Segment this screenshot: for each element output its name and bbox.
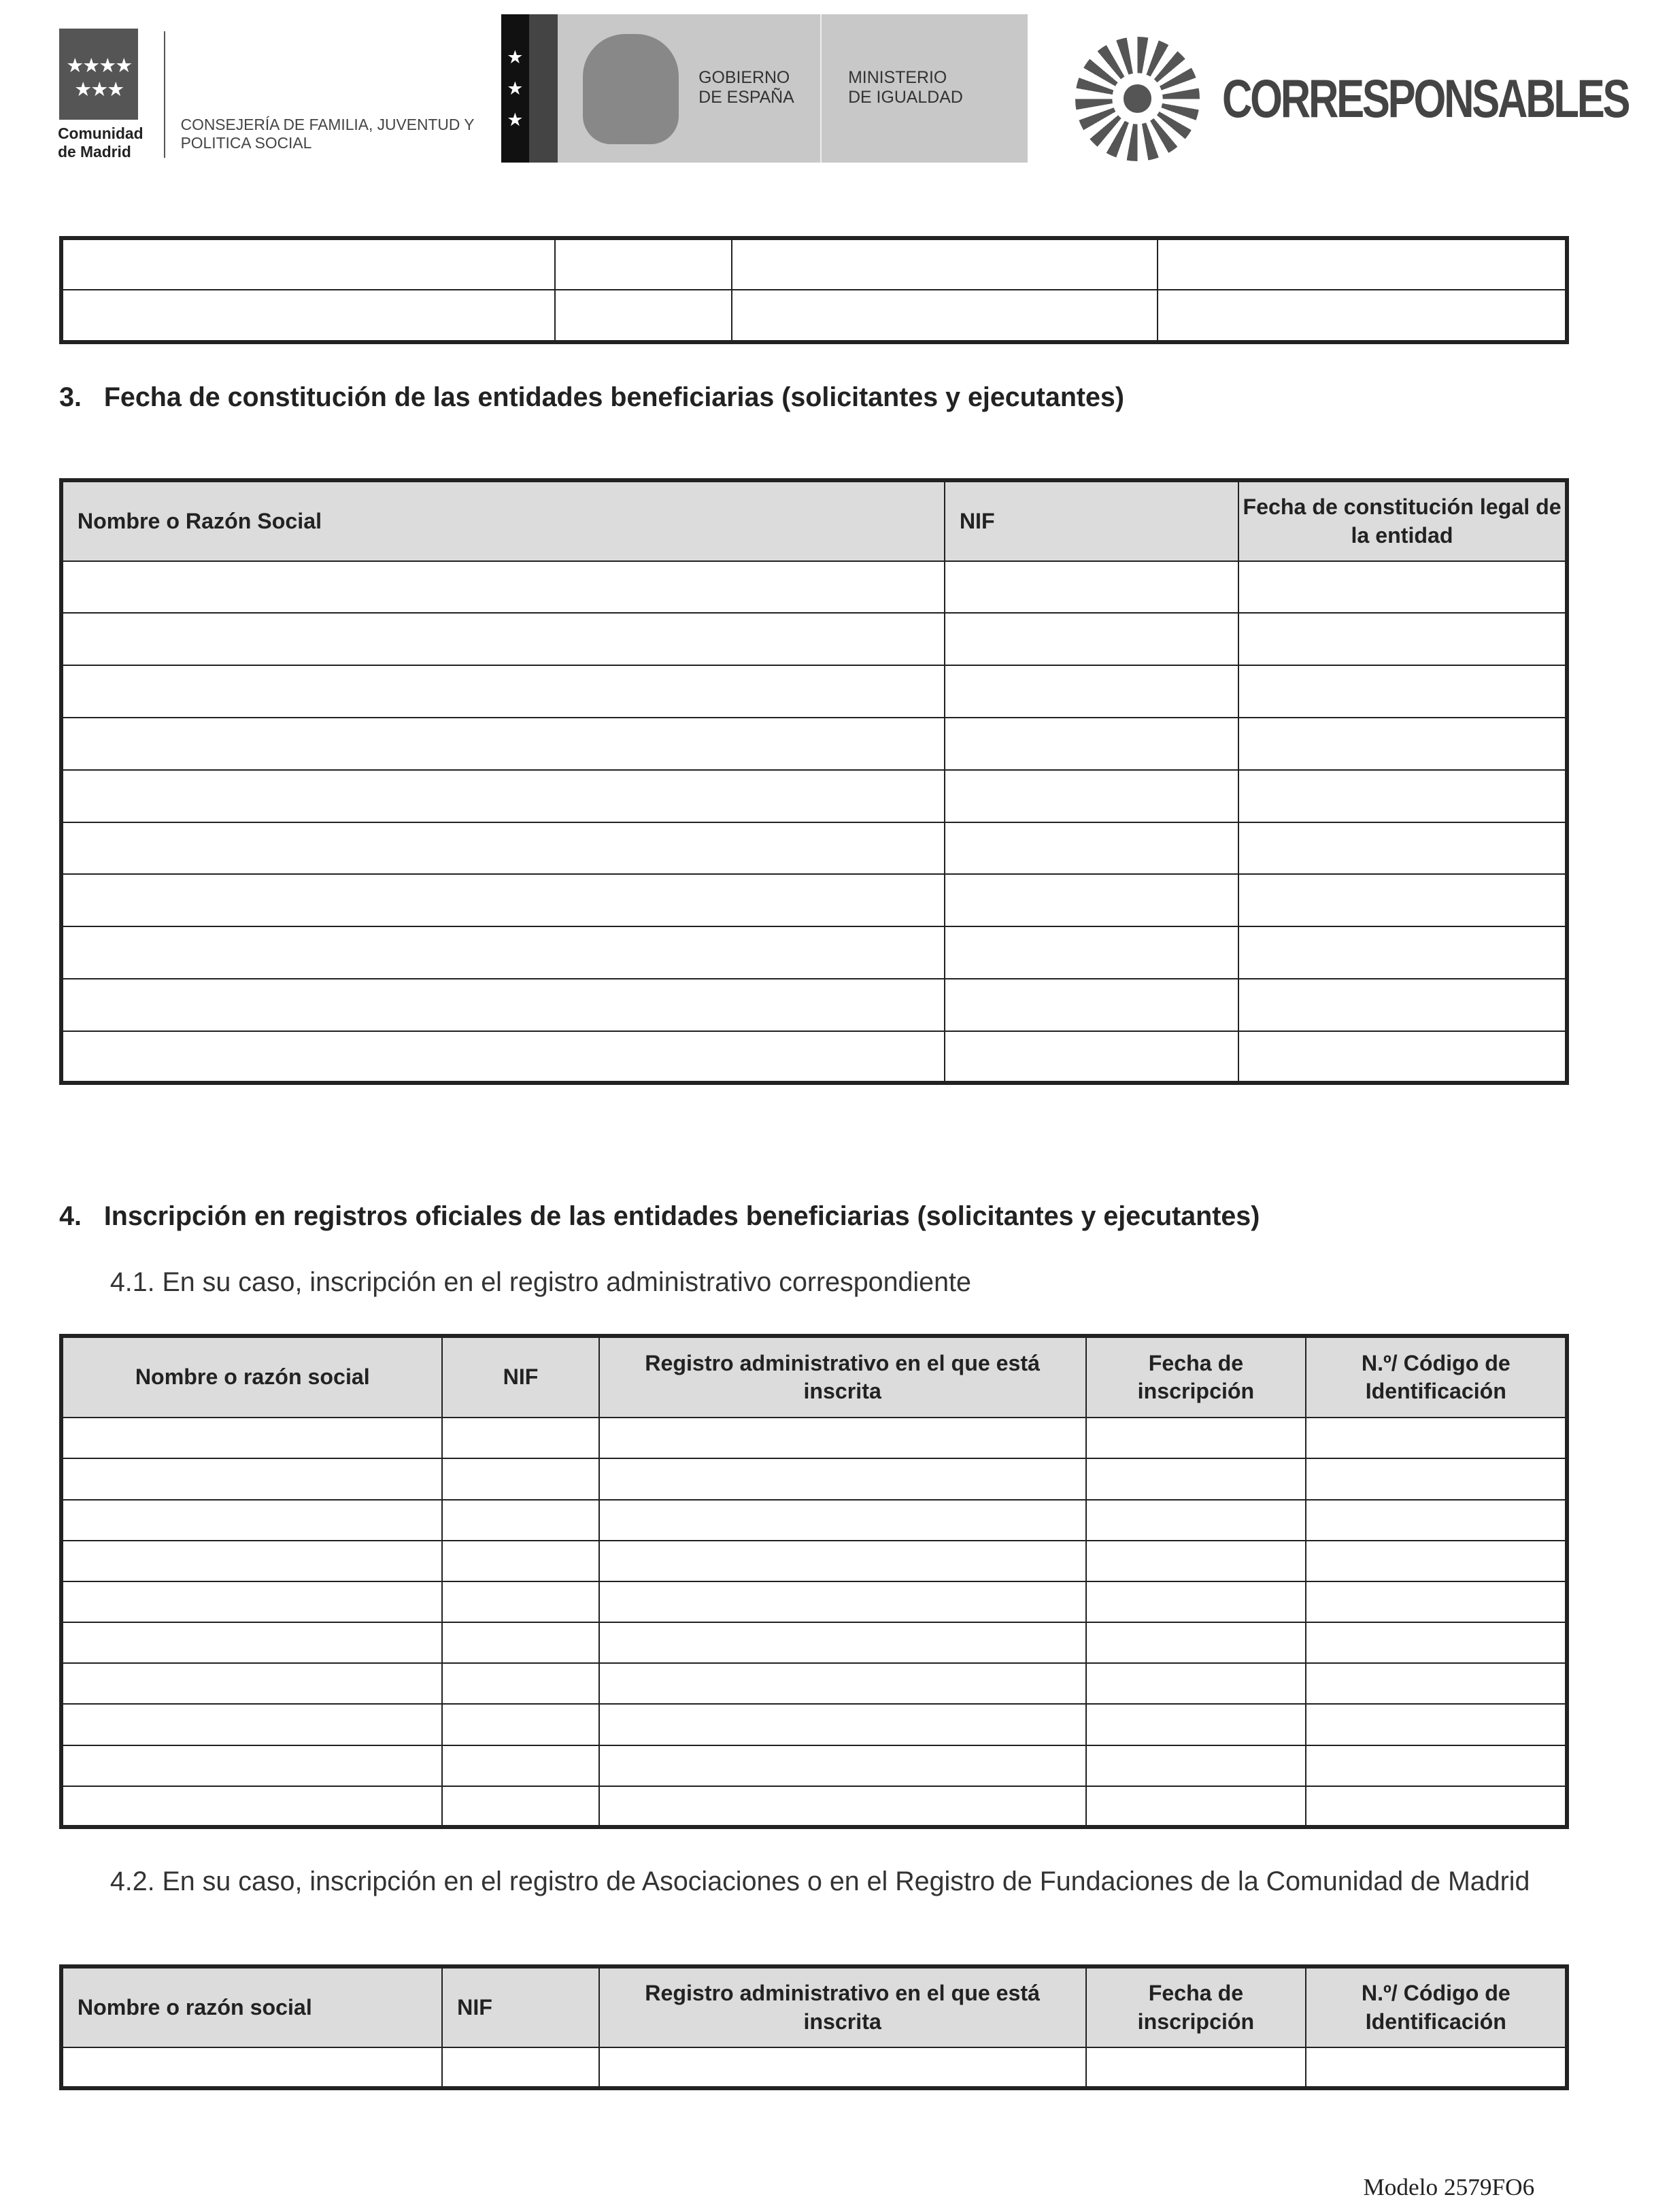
table-cell[interactable] — [1086, 1500, 1306, 1541]
table-row — [61, 1663, 1567, 1704]
col-header-name: Nombre o razón social — [61, 1966, 442, 2047]
col-header-registry: Registro administrativo en el que está inscrita — [599, 1336, 1086, 1418]
table-cell[interactable] — [1158, 238, 1567, 290]
admin-registry-table — [59, 1334, 1569, 1829]
table-cell[interactable] — [61, 770, 945, 822]
table-cell[interactable] — [1086, 1663, 1306, 1704]
table-cell[interactable] — [442, 1622, 598, 1663]
table-row — [61, 718, 1567, 770]
table-row — [61, 1031, 1567, 1084]
table-cell[interactable] — [1086, 1745, 1306, 1786]
table-cell[interactable] — [61, 979, 945, 1031]
table-cell[interactable] — [599, 1541, 1086, 1581]
section-4-2-title: 4.2. En su caso, inscripción en el registro de Asociaciones o en el Registro de Fundaciones de la Comunidad de Madrid — [109, 1866, 1530, 1897]
table-cell[interactable] — [1238, 979, 1568, 1031]
table-cell[interactable] — [61, 1458, 442, 1499]
col-header-name: Nombre o razón social — [61, 1336, 442, 1418]
table-cell[interactable] — [1306, 1458, 1567, 1499]
table-cell[interactable] — [442, 1704, 598, 1745]
gobierno-logo — [501, 14, 1028, 163]
table-cell[interactable] — [61, 926, 945, 979]
table-row — [61, 874, 1567, 926]
table-cell[interactable] — [1306, 2047, 1567, 2088]
table-cell[interactable] — [732, 238, 1158, 290]
table-row — [61, 1745, 1567, 1786]
table-row — [61, 926, 1567, 979]
flag-stars-icon: ★ ★ ★ — [501, 14, 530, 163]
table-cell[interactable] — [61, 1663, 442, 1704]
table-cell[interactable] — [442, 1418, 598, 1458]
table-cell[interactable] — [61, 718, 945, 770]
table-cell[interactable] — [61, 1704, 442, 1745]
section-4-title: 4. Inscripción en registros oficiales de las entidades beneficiarias (solicitantes y ejecutantes) — [59, 1201, 1260, 1231]
table-cell[interactable] — [945, 979, 1238, 1031]
table-cell[interactable] — [442, 1786, 598, 1827]
table-cell[interactable] — [61, 290, 555, 342]
col-header-nif: NIF — [442, 1336, 598, 1418]
table-cell[interactable] — [1306, 1418, 1567, 1458]
table-cell[interactable] — [442, 1500, 598, 1541]
table-cell[interactable] — [945, 926, 1238, 979]
table-cell[interactable] — [555, 238, 731, 290]
table-cell[interactable] — [599, 1663, 1086, 1704]
table-cell[interactable] — [1238, 718, 1568, 770]
gobierno-line2: DE ESPAÑA — [698, 87, 794, 107]
col-header-constitution-date: Fecha de constitución legal de la entidad — [1238, 480, 1568, 560]
table-cell[interactable] — [1238, 926, 1568, 979]
table-cell[interactable] — [1238, 561, 1568, 614]
table-cell[interactable] — [1086, 1622, 1306, 1663]
col-header-date: Fecha de inscripción — [1086, 1336, 1306, 1418]
table-cell[interactable] — [61, 665, 945, 718]
table-row — [61, 822, 1567, 875]
table-cell[interactable] — [1158, 290, 1567, 342]
table-cell[interactable] — [1086, 1704, 1306, 1745]
table-cell[interactable] — [61, 1581, 442, 1622]
table-cell[interactable] — [945, 770, 1238, 822]
table-row — [61, 1541, 1567, 1581]
table-cell[interactable] — [945, 613, 1238, 665]
table-cell[interactable] — [1306, 1745, 1567, 1786]
table-cell[interactable] — [61, 1541, 442, 1581]
footer-model-code: Modelo 2579FO6 — [1363, 2173, 1535, 2200]
table-cell[interactable] — [599, 1704, 1086, 1745]
table-row — [61, 561, 1567, 614]
table-cell[interactable] — [1306, 1500, 1567, 1541]
table-cell[interactable] — [1238, 613, 1568, 665]
table-cell[interactable] — [442, 1458, 598, 1499]
table-row — [61, 2047, 1567, 2088]
table-cell[interactable] — [599, 1622, 1086, 1663]
table-row — [61, 1704, 1567, 1745]
table-cell[interactable] — [61, 2047, 442, 2088]
table-cell[interactable] — [442, 1663, 598, 1704]
col-header-nif: NIF — [442, 1966, 598, 2047]
table-cell[interactable] — [61, 1418, 442, 1458]
table-cell[interactable] — [599, 1745, 1086, 1786]
consejeria-line2: POLITICA SOCIAL — [180, 134, 312, 152]
table-cell[interactable] — [1306, 1622, 1567, 1663]
corresponsables-emblem-icon — [1075, 37, 1200, 161]
table-row — [61, 1458, 1567, 1499]
section-4-1-title: 4.1. En su caso, inscripción en el registro administrativo correspondiente — [109, 1267, 971, 1298]
table-cell[interactable] — [61, 822, 945, 875]
table-cell[interactable] — [599, 2047, 1086, 2088]
table-cell[interactable] — [1086, 1786, 1306, 1827]
ministerio-line2: DE IGUALDAD — [848, 87, 963, 107]
table-cell[interactable] — [1086, 2047, 1306, 2088]
table-cell[interactable] — [442, 1581, 598, 1622]
corresponsables-wordmark: CORRESPONSABLES — [1221, 68, 1629, 129]
table-cell[interactable] — [61, 1031, 945, 1084]
table-row — [61, 613, 1567, 665]
table-cell[interactable] — [1306, 1581, 1567, 1622]
table-cell[interactable] — [945, 665, 1238, 718]
ministerio-line1: MINISTERIO — [848, 67, 947, 87]
table-cell[interactable] — [61, 1500, 442, 1541]
col-header-nif: NIF — [945, 480, 1238, 560]
table-row — [61, 770, 1567, 822]
madrid-logo-line2: de Madrid — [58, 142, 131, 161]
table-cell[interactable] — [61, 613, 945, 665]
associations-registry-table — [59, 1964, 1569, 2090]
table-cell[interactable] — [1086, 1458, 1306, 1499]
table-cell[interactable] — [1306, 1704, 1567, 1745]
table-row — [61, 1786, 1567, 1827]
table-row — [61, 290, 1567, 342]
table-cell[interactable] — [599, 1500, 1086, 1541]
table-cell[interactable] — [945, 874, 1238, 926]
table-row — [61, 238, 1567, 290]
table-cell[interactable] — [599, 1458, 1086, 1499]
table-cell[interactable] — [1238, 665, 1568, 718]
col-header-date: Fecha de inscripción — [1086, 1966, 1306, 2047]
madrid-logo: ★★★★ ★★★ — [59, 29, 138, 120]
table-cell[interactable] — [1238, 1031, 1568, 1084]
table-cell[interactable] — [1086, 1581, 1306, 1622]
table-cell[interactable] — [61, 1622, 442, 1663]
col-header-registry: Registro administrativo en el que está inscrita — [599, 1966, 1086, 2047]
table-cell[interactable] — [945, 1031, 1238, 1084]
table-row — [61, 1622, 1567, 1663]
madrid-logo-line1: Comunidad — [58, 124, 144, 142]
table-cell[interactable] — [442, 1541, 598, 1581]
table-row — [61, 1581, 1567, 1622]
table-cell[interactable] — [945, 561, 1238, 614]
table-cell[interactable] — [555, 290, 731, 342]
table-cell[interactable] — [599, 1581, 1086, 1622]
table-cell[interactable] — [1086, 1541, 1306, 1581]
table-cell[interactable] — [1306, 1541, 1567, 1581]
consejeria-line1: CONSEJERÍA DE FAMILIA, JUVENTUD Y — [180, 116, 475, 134]
col-header-code: N.º/ Código de Identificación — [1306, 1336, 1567, 1418]
table-cell[interactable] — [1306, 1663, 1567, 1704]
section-3-title: 3. Fecha de constitución de las entidades beneficiarias (solicitantes y ejecutantes) — [59, 382, 1124, 413]
table-row — [61, 1418, 1567, 1458]
table-cell[interactable] — [1238, 770, 1568, 822]
table-cell[interactable] — [442, 2047, 598, 2088]
logo-divider — [164, 31, 165, 158]
col-header-name: Nombre o Razón Social — [61, 480, 945, 560]
coat-of-arms-icon — [583, 34, 679, 144]
table-cell[interactable] — [599, 1786, 1086, 1827]
table-cell[interactable] — [1238, 822, 1568, 875]
continuation-table — [59, 236, 1569, 345]
table-cell[interactable] — [61, 1786, 442, 1827]
table-row — [61, 1500, 1567, 1541]
gobierno-line1: GOBIERNO — [698, 67, 790, 87]
col-header-code: N.º/ Código de Identificación — [1306, 1966, 1567, 2047]
table-cell[interactable] — [442, 1745, 598, 1786]
table-cell[interactable] — [1306, 1786, 1567, 1827]
table-cell[interactable] — [61, 874, 945, 926]
constitution-date-table — [59, 478, 1569, 1085]
table-row — [61, 979, 1567, 1031]
table-cell[interactable] — [1238, 874, 1568, 926]
table-row — [61, 665, 1567, 718]
table-cell[interactable] — [61, 561, 945, 614]
table-cell[interactable] — [61, 238, 555, 290]
table-cell[interactable] — [599, 1418, 1086, 1458]
table-cell[interactable] — [732, 290, 1158, 342]
table-cell[interactable] — [945, 822, 1238, 875]
table-cell[interactable] — [945, 718, 1238, 770]
table-cell[interactable] — [1086, 1418, 1306, 1458]
table-cell[interactable] — [61, 1745, 442, 1786]
